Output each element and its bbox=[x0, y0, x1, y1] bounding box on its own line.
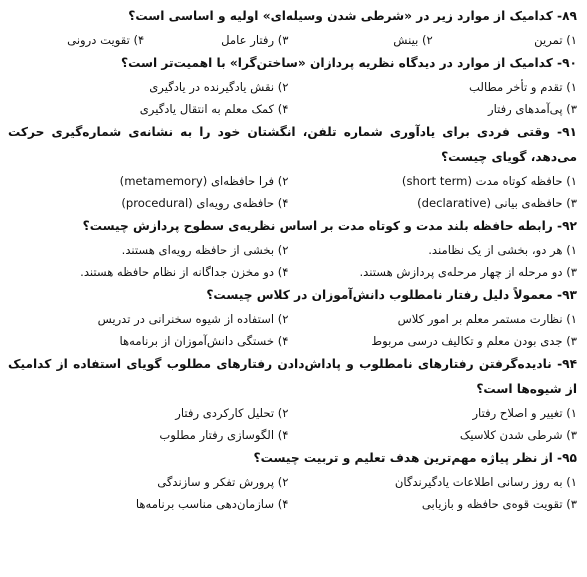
option-1[interactable]: ۱) تغییر و اصلاح رفتار bbox=[472, 406, 577, 420]
option-2[interactable]: ۲) پرورش تفکر و سازندگی bbox=[157, 475, 289, 489]
option-2[interactable]: ۲) استفاده از شیوه سخنرانی در تدریس bbox=[97, 312, 289, 326]
option-4[interactable]: ۴) دو مخزن جداگانه از نظام حافظه هستند. bbox=[80, 265, 289, 279]
question-94-text bbox=[8, 352, 577, 402]
question-93 bbox=[8, 283, 577, 352]
option-2[interactable]: ۲) بخشی از حافظه رویه‌ای هستند. bbox=[121, 243, 289, 257]
option-1[interactable]: ۱) هر دو، بخشی از یک نظامند. bbox=[428, 243, 577, 257]
question-stem: نادیده‌گرفتن رفتارهای نامطلوب و پاداش‌دادن رفتارهای مطلوب گویای استفاده از کدامیک از شیوه‌ها است؟ bbox=[8, 357, 577, 396]
question-number: ۹۳- bbox=[557, 288, 577, 302]
option-3[interactable]: ۳) شرطی شدن کلاسیک bbox=[459, 428, 577, 442]
option-2[interactable]: ۲) بینش bbox=[393, 33, 433, 47]
question-stem: رابطه حافظه بلند مدت و کوتاه مدت بر اساس نظریه‌ی سطوح پردازش چیست؟ bbox=[82, 219, 553, 233]
option-3[interactable]: ۳) دو مرحله از چهار مرحله‌ی پردازش هستند. bbox=[359, 265, 577, 279]
option-4[interactable]: ۴) خستگی دانش‌آموزان از برنامه‌ها bbox=[119, 334, 289, 348]
option-1[interactable]: ۱) تقدم و تأخر مطالب bbox=[469, 80, 577, 94]
question-number: ۹۵- bbox=[557, 451, 577, 465]
option-3[interactable]: ۳) تقویت قوه‌ی حافظه و بازیابی bbox=[421, 497, 577, 511]
question-90-text bbox=[8, 51, 577, 76]
question-stem: معمولاً دلیل رفتار نامطلوب دانش‌آموزان در کلاس چیست؟ bbox=[206, 288, 553, 302]
option-1[interactable]: ۱) به روز رسانی اطلاعات یادگیرندگان bbox=[394, 475, 577, 489]
option-3[interactable]: ۳) جدی بودن معلم و تکالیف درسی مربوط bbox=[371, 334, 577, 348]
options-90 bbox=[8, 76, 577, 120]
option-2[interactable]: ۲) فرا حافظه‌ای (metamemory) bbox=[119, 174, 289, 188]
question-91 bbox=[8, 120, 577, 214]
question-number: ۹۲- bbox=[557, 219, 577, 233]
options-91 bbox=[8, 170, 577, 214]
options-93 bbox=[8, 308, 577, 352]
question-number: ۹۰- bbox=[557, 56, 577, 70]
question-92 bbox=[8, 214, 577, 283]
question-stem: کدامیک از موارد زیر در «شرطی شدن وسیله‌ای» اولیه و اساسی است؟ bbox=[128, 9, 553, 23]
option-2[interactable]: ۲) نقش یادگیرنده در یادگیری bbox=[149, 80, 289, 94]
option-1[interactable]: ۱) حافظه کوتاه مدت (short term) bbox=[401, 174, 577, 188]
question-91-text bbox=[8, 120, 577, 170]
option-2[interactable]: ۲) تحلیل کارکردی رفتار bbox=[175, 406, 289, 420]
question-number: ۸۹- bbox=[557, 9, 577, 23]
option-4[interactable]: ۴) الگوسازی رفتار مطلوب bbox=[159, 428, 289, 442]
option-3[interactable]: ۳) رفتار عامل bbox=[221, 33, 289, 47]
option-1[interactable]: ۱) نظارت مستمر معلم بر امور کلاس bbox=[397, 312, 577, 326]
question-90 bbox=[8, 51, 577, 120]
question-89-text bbox=[8, 4, 577, 29]
options-94 bbox=[8, 402, 577, 446]
option-4[interactable]: ۴) تقویت درونی bbox=[67, 33, 145, 47]
question-89 bbox=[8, 4, 577, 51]
question-number: ۹۴- bbox=[557, 357, 578, 371]
option-3[interactable]: ۳) پی‌آمدهای رفتار bbox=[487, 102, 577, 116]
option-4[interactable]: ۴) سازمان‌دهی مناسب برنامه‌ها bbox=[135, 497, 289, 511]
question-94 bbox=[8, 352, 577, 446]
question-92-text bbox=[8, 214, 577, 239]
option-4[interactable]: ۴) کمک معلم به انتقال یادگیری bbox=[139, 102, 289, 116]
question-95-text bbox=[8, 446, 577, 471]
question-95 bbox=[8, 446, 577, 515]
options-92 bbox=[8, 239, 577, 283]
options-95 bbox=[8, 471, 577, 515]
question-stem: از نظر پیاژه مهم‌ترین هدف تعلیم و تربیت چیست؟ bbox=[253, 451, 553, 465]
question-93-text bbox=[8, 283, 577, 308]
question-number: ۹۱- bbox=[557, 125, 577, 139]
option-1[interactable]: ۱) تمرین bbox=[534, 33, 577, 47]
option-3[interactable]: ۳) حافظه‌ی بیانی (declarative) bbox=[417, 196, 577, 210]
options-89 bbox=[8, 29, 577, 51]
question-stem: کدامیک از موارد در دیدگاه نظریه پردازان «ساختن‌گرا» با اهمیت‌تر است؟ bbox=[121, 56, 553, 70]
question-stem: وقتی فردی برای یادآوری شماره تلفن، انگشتان خود را به نشانه‌ی شماره‌گیری حرکت می‌دهد، گویای چیست؟ bbox=[8, 125, 577, 164]
option-4[interactable]: ۴) حافظه‌ی رویه‌ای (procedural) bbox=[121, 196, 289, 210]
